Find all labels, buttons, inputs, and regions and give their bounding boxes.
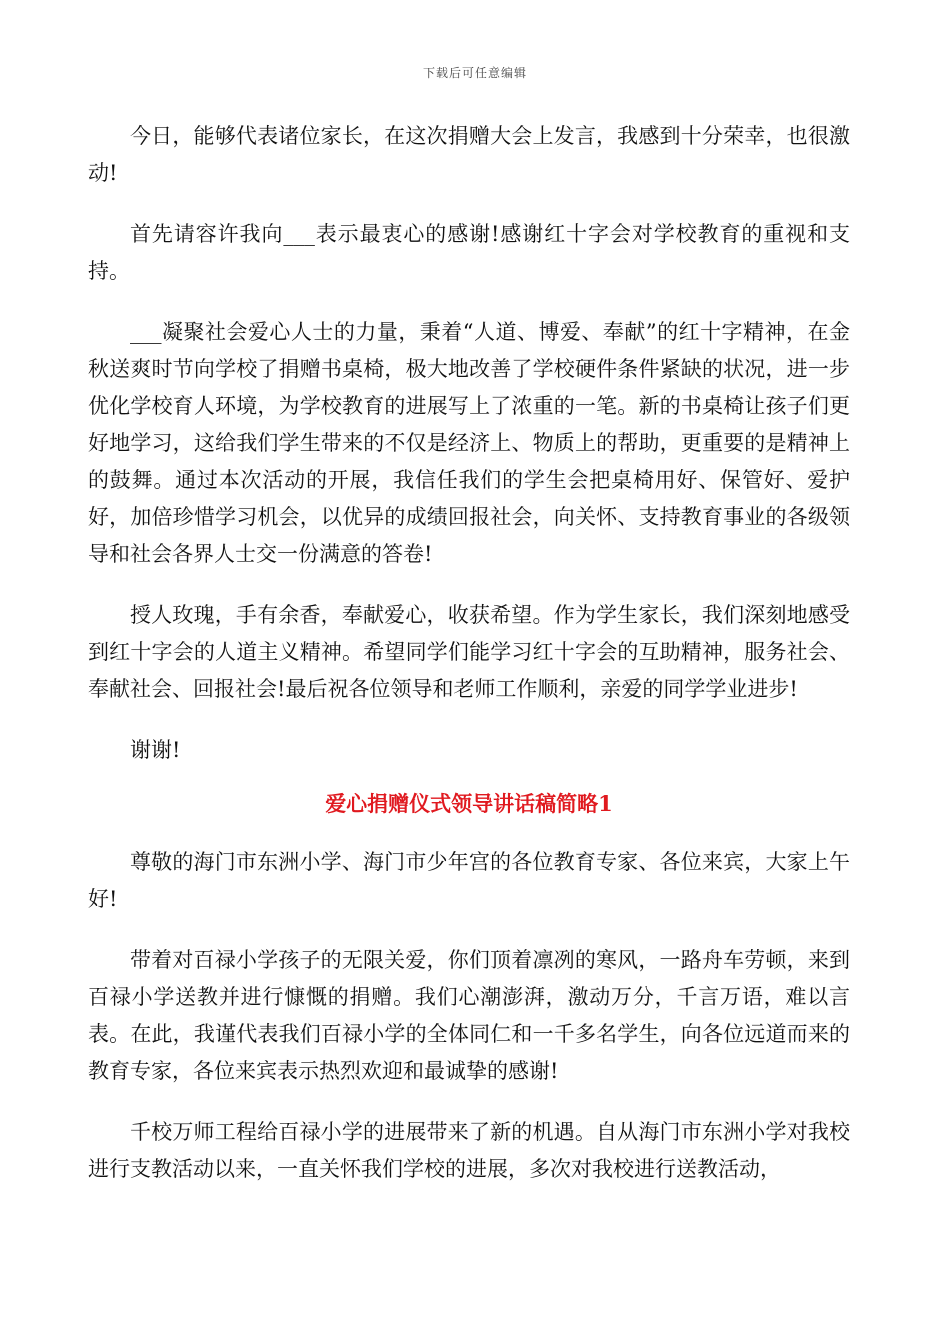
- section-title: 爱心捐赠仪式领导讲话稿简略1: [325, 791, 613, 816]
- paragraph: 带着对百禄小学孩子的无限关爱，你们顶着凛冽的寒风，一路舟车劳顿，来到百禄小学送教并进行慷慨的捐赠。我们心潮澎湃，激动万分，千言万语，难以言表。在此，我谨代表我们百禄小学的全体同仁和一千多名学生，向各位远道而来的教育专家，各位来宾表示热烈欢迎和最诚挚的感谢!: [88, 948, 850, 1083]
- page-header-note: 下载后可任意编辑: [422, 66, 527, 80]
- paragraph: 首先请容许我向___表示最衷心的感谢!感谢红十字会对学校教育的重视和支持。: [88, 222, 850, 283]
- paragraph: ___凝聚社会爱心人士的力量，秉着“人道、博爱、奉献”的红十字精神，在金秋送爽时节向学校了捐赠书桌椅，极大地改善了学校硬件条件紧缺的状况，进一步优化学校育人环境，为学校教育的进展写上了浓重的一笔。新的书桌椅让孩子们更好地学习，这给我们学生带来的不仅是经济上、物质上的帮助，更重要的是精神上的鼓舞。通过本次活动的开展，我信任我们的学生会把桌椅用好、保管好、爱护好，加倍珍惜学习机会，以优异的成绩回报社会，向关怀、支持教育事业的各级领导和社会各界人士交一份满意的答卷!: [88, 320, 850, 566]
- paragraph: 尊敬的海门市东洲小学、海门市少年宫的各位教育专家、各位来宾，大家上午好!: [88, 850, 850, 911]
- paragraph: 千校万师工程给百禄小学的进展带来了新的机遇。自从海门市东洲小学对我校进行支教活动以来，一直关怀我们学校的进展，多次对我校进行送教活动，: [88, 1120, 850, 1181]
- paragraph: 授人玫瑰，手有余香，奉献爱心，收获希望。作为学生家长，我们深刻地感受到红十字会的人道主义精神。希望同学们能学习红十字会的互助精神，服务社会、奉献社会、回报社会!最后祝各位领导和老师工作顺利，亲爱的同学学业进步!: [88, 603, 850, 701]
- document-body: [88, 118, 850, 1212]
- closing-thanks: 谢谢!: [130, 738, 181, 762]
- paragraph: 今日，能够代表诸位家长，在这次捐赠大会上发言，我感到十分荣幸，也很激动!: [88, 124, 850, 185]
